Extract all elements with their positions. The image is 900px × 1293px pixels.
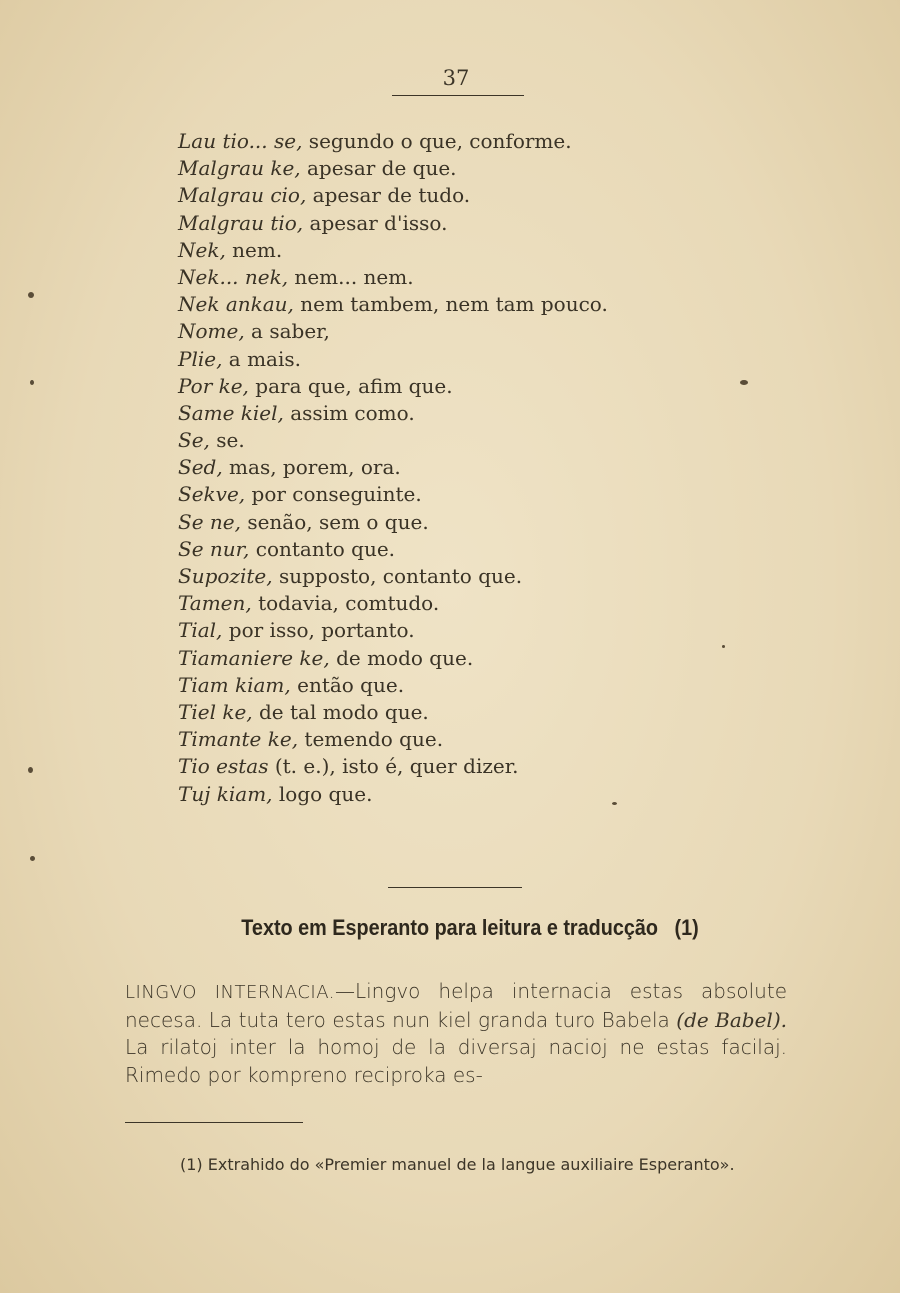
- entry-term: Nome,: [178, 319, 245, 344]
- list-item: [178, 264, 738, 291]
- entry-term: Malgrau ke,: [178, 156, 301, 181]
- entry-term: Tiamaniere ke,: [178, 645, 330, 670]
- ink-speck: [740, 380, 748, 385]
- entry-meaning: a mais.: [222, 346, 301, 371]
- entry-term: Tamen,: [178, 591, 252, 616]
- entry-meaning: por isso, portanto.: [222, 618, 415, 643]
- entry-term: Nek,: [178, 237, 226, 262]
- footnote-rule: [125, 1122, 303, 1123]
- paragraph-text-1: —Lingvo helpa internacia estas absolute necesa. La tuta tero estas nun kiel granda turo Babela: [125, 979, 788, 1032]
- entry-meaning: senão, sem o que.: [240, 509, 429, 534]
- entry-term: Tiam kiam,: [178, 672, 291, 697]
- list-item: [178, 400, 738, 427]
- entry-meaning: nem tambem, nem tam pouco.: [293, 292, 608, 317]
- entry-term: Timante ke,: [178, 727, 299, 752]
- list-item: [178, 373, 738, 400]
- list-item: [178, 237, 738, 264]
- ink-speck: [30, 856, 35, 861]
- list-item: [178, 481, 738, 508]
- entry-term: Tial,: [178, 618, 223, 643]
- entry-meaning: por conseguinte.: [245, 482, 422, 507]
- esperanto-paragraph: [125, 978, 787, 1089]
- footnote: [125, 1152, 787, 1178]
- list-item: [178, 427, 738, 454]
- list-item: [178, 318, 738, 345]
- list-item: [178, 346, 738, 373]
- entry-term: Plie,: [178, 346, 223, 371]
- list-item: [178, 563, 738, 590]
- section-heading-text: Texto em Esperanto para leitura e traducção: [241, 915, 658, 940]
- footnote-text: Extrahido do «Premier manuel de la langue auxiliaire Esperanto».: [202, 1155, 735, 1174]
- entry-term: Se ne,: [178, 509, 241, 534]
- entry-term: Sekve,: [178, 482, 246, 507]
- entry-meaning: nem... nem.: [288, 264, 414, 289]
- ink-speck: [28, 292, 34, 298]
- ink-speck: [28, 767, 33, 773]
- conjunction-list: [178, 128, 738, 808]
- entry-term: Se,: [178, 428, 210, 453]
- entry-term: Same kiel,: [178, 400, 284, 425]
- list-item: [178, 672, 738, 699]
- entry-meaning: para que, afim que.: [248, 373, 453, 398]
- entry-meaning: a saber,: [244, 319, 330, 344]
- list-item: [178, 781, 738, 808]
- list-item: [178, 699, 738, 726]
- entry-term: Malgrau cio,: [178, 183, 307, 208]
- entry-meaning: de tal modo que.: [252, 699, 429, 724]
- entry-meaning: segundo o que, conforme.: [302, 129, 572, 153]
- ink-speck: [722, 645, 725, 648]
- page-number: 37: [442, 66, 470, 90]
- list-item: [178, 128, 738, 155]
- section-heading: [47, 915, 893, 941]
- paragraph-italic: (de Babel).: [676, 1007, 787, 1032]
- list-item: [178, 454, 738, 481]
- entry-term: Tio estas: [178, 754, 269, 779]
- list-item: [178, 617, 738, 644]
- entry-meaning: mas, porem, ora.: [222, 455, 401, 480]
- entry-term: Se nur,: [178, 536, 250, 561]
- entry-term: Lau tio... se,: [178, 129, 303, 153]
- heading-footnote-mark: (1): [674, 915, 699, 940]
- entry-meaning: então que.: [290, 672, 405, 697]
- entry-term: Por ke,: [178, 373, 249, 398]
- paragraph-text-2: La rilatoj inter la homoj de la diversaj nacioj ne estas facilaj. Rimedo por kompreno reciproka es-: [125, 1035, 787, 1087]
- list-item: [178, 726, 738, 753]
- entry-term: Supozite,: [178, 564, 273, 588]
- ink-speck: [30, 380, 34, 385]
- list-item: [178, 645, 738, 672]
- ink-speck: [612, 802, 617, 805]
- entry-meaning: apesar de tudo.: [306, 183, 471, 208]
- entry-term: Sed,: [178, 455, 223, 480]
- list-item: [178, 182, 738, 209]
- entry-meaning: assim como.: [283, 400, 415, 425]
- entry-meaning: de modo que.: [329, 645, 474, 670]
- entry-meaning: todavia, comtudo.: [251, 591, 440, 616]
- section-divider: [388, 887, 522, 888]
- entry-meaning: (t. e.), isto é, quer dizer.: [268, 754, 519, 779]
- entry-meaning: apesar de que.: [300, 156, 457, 181]
- list-item: [178, 291, 738, 318]
- list-item: [178, 509, 738, 536]
- entry-meaning: temendo que.: [298, 727, 444, 752]
- entry-meaning: nem.: [225, 237, 283, 262]
- entry-term: Nek... nek,: [178, 264, 289, 289]
- list-item: [178, 536, 738, 563]
- entry-meaning: supposto, contanto que.: [272, 564, 523, 588]
- entry-meaning: apesar d'isso.: [303, 210, 448, 235]
- entry-meaning: se.: [209, 428, 245, 453]
- list-item: [178, 590, 738, 617]
- entry-meaning: contanto que.: [249, 536, 396, 561]
- entry-term: Tuj kiam,: [178, 781, 273, 806]
- paragraph-lead: LINGVO INTERNACIA.: [125, 982, 335, 1003]
- entry-term: Malgrau tio,: [178, 210, 304, 235]
- entry-term: Tiel ke,: [178, 699, 253, 724]
- header-rule: [392, 95, 524, 96]
- list-item: [178, 155, 738, 182]
- list-item: [178, 753, 738, 780]
- entry-meaning: logo que.: [272, 781, 373, 806]
- footnote-mark: (1): [180, 1155, 203, 1174]
- list-item: [178, 210, 738, 237]
- entry-term: Nek ankau,: [178, 292, 294, 317]
